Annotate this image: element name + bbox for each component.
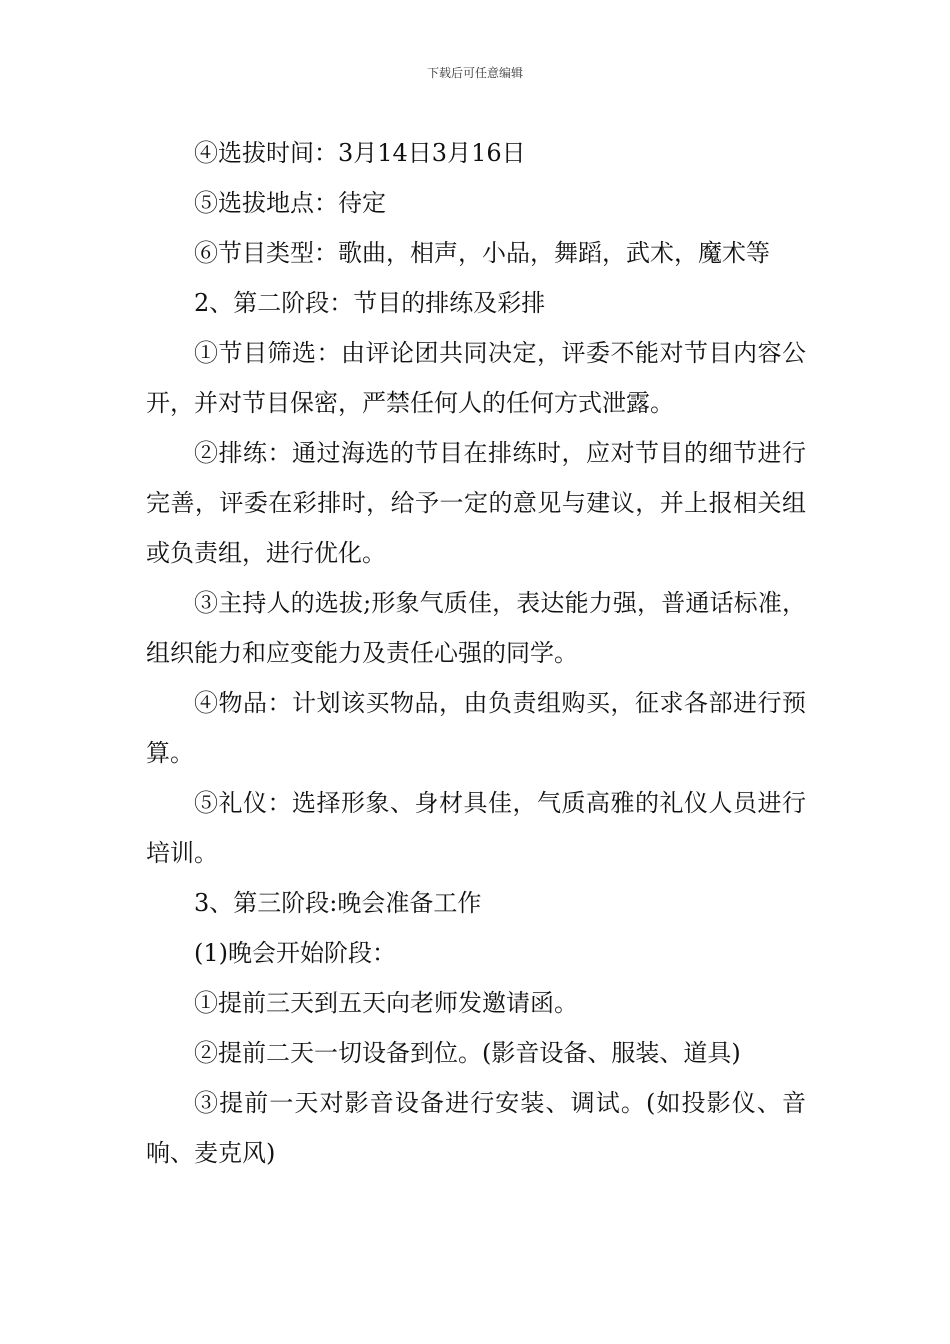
paragraph-stage-three-heading: 3、第三阶段:晚会准备工作: [194, 889, 482, 917]
paragraph-equipment-ready: ②提前二天一切设备到位。(影音设备、服装、道具): [194, 1039, 741, 1067]
paragraph-items: ④物品：计划该买物品，由负责组购买，征求各部进行预算。: [146, 689, 806, 767]
paragraph-program-types: ⑥节目类型：歌曲，相声，小品，舞蹈，武术，魔术等: [194, 239, 770, 267]
header-note: 下载后可任意编辑: [426, 66, 523, 80]
paragraph-invitations: ①提前三天到五天向老师发邀请函。: [194, 989, 578, 1017]
document-body: [146, 128, 806, 1178]
paragraph-etiquette: ⑤礼仪：选择形象、身材具佳，气质高雅的礼仪人员进行培训。: [146, 789, 806, 867]
paragraph-rehearsal: ②排练：通过海选的节目在排练时，应对节目的细节进行完善，评委在彩排时，给予一定的意见与建议，并上报相关组或负责组，进行优化。: [146, 439, 806, 567]
paragraph-stage-two-heading: 2、第二阶段：节目的排练及彩排: [194, 289, 546, 317]
paragraph-opening-stage: (1)晚会开始阶段：: [194, 939, 396, 967]
paragraph-host-selection: ③主持人的选拔;形象气质佳，表达能力强，普通话标准，组织能力和应变能力及责任心强的同学。: [146, 589, 806, 667]
paragraph-selection-location: ⑤选拔地点：待定: [194, 189, 386, 217]
paragraph-equipment-setup: ③提前一天对影音设备进行安装、调试。(如投影仪、音响、麦克风): [146, 1089, 806, 1167]
paragraph-program-screening: ①节目筛选：由评论团共同决定，评委不能对节目内容公开，并对节目保密，严禁任何人的任何方式泄露。: [146, 339, 806, 417]
paragraph-selection-time: ④选拔时间：3月14日3月16日: [194, 139, 526, 167]
